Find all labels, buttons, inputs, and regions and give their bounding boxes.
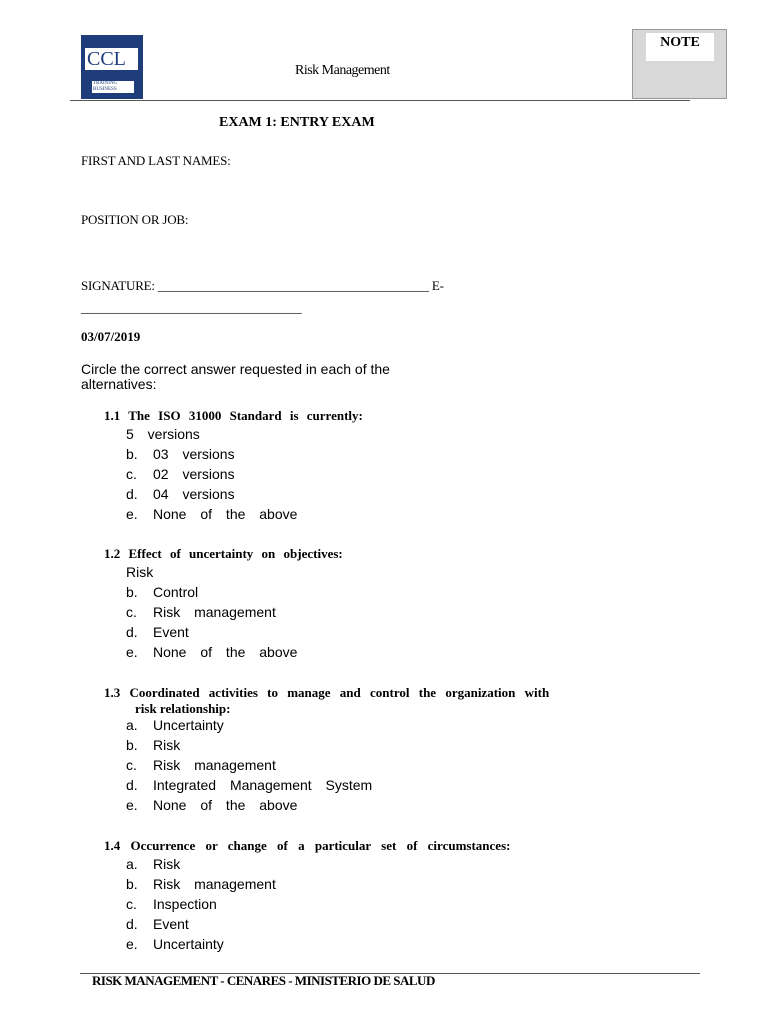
answer-option[interactable]: Risk (126, 564, 154, 580)
signature-field-label: SIGNATURE: ___________________________________________ E- (81, 278, 444, 293)
answer-option[interactable]: c. Risk management (126, 757, 276, 773)
logo-subtitle: TRAINING BUSINESS (91, 80, 135, 94)
answer-option[interactable]: a. Risk (126, 856, 181, 872)
answer-option[interactable]: e. None of the above (126, 797, 298, 813)
answer-option[interactable]: e. None of the above (126, 644, 298, 660)
answer-option[interactable]: a. Uncertainty (126, 717, 224, 733)
instructions: Circle the correct answer requested in each of the alternatives: (81, 361, 390, 392)
answer-option[interactable]: b. 03 versions (126, 446, 235, 462)
answer-option[interactable]: 5 versions (126, 426, 200, 442)
note-box (632, 29, 727, 99)
company-logo (81, 35, 143, 99)
answer-option[interactable]: c. Risk management (126, 604, 276, 620)
answer-option[interactable]: c. 02 versions (126, 466, 235, 482)
header-divider (70, 100, 690, 101)
answer-option[interactable]: d. Event (126, 624, 189, 640)
question-title: 1.3 Coordinated activities to manage and control the organization with (104, 685, 550, 700)
answer-option[interactable]: b. Control (126, 584, 199, 600)
note-label: NOTE (660, 35, 700, 50)
answer-option[interactable]: e. Uncertainty (126, 936, 224, 952)
exam-title: EXAM 1: ENTRY EXAM (219, 115, 375, 130)
exam-date: 03/07/2019 (81, 329, 141, 344)
names-field-label: FIRST AND LAST NAMES: (81, 153, 231, 168)
logo-text: CCL (87, 48, 126, 70)
answer-option[interactable]: d. Integrated Management System (126, 777, 373, 793)
question-title: 1.2 Effect of uncertainty on objectives: (104, 546, 343, 561)
question-title: 1.4 Occurrence or change of a particular set of circumstances: (104, 838, 511, 853)
answer-option[interactable]: d. 04 versions (126, 486, 235, 502)
answer-option[interactable]: b. Risk (126, 737, 181, 753)
header-title: Risk Management (295, 63, 390, 78)
position-field-label: POSITION OR JOB: (81, 212, 189, 227)
answer-option[interactable]: d. Event (126, 916, 189, 932)
question-title: 1.1 The ISO 31000 Standard is currently: (104, 408, 363, 423)
email-field-line: ___________________________________ (81, 300, 302, 315)
answer-option[interactable]: c. Inspection (126, 896, 217, 912)
question-title-continued: risk relationship: (135, 701, 231, 716)
answer-option[interactable]: e. None of the above (126, 506, 298, 522)
footer-text: RISK MANAGEMENT - CENARES - MINISTERIO DE SALUD (92, 973, 435, 988)
answer-option[interactable]: b. Risk management (126, 876, 276, 892)
